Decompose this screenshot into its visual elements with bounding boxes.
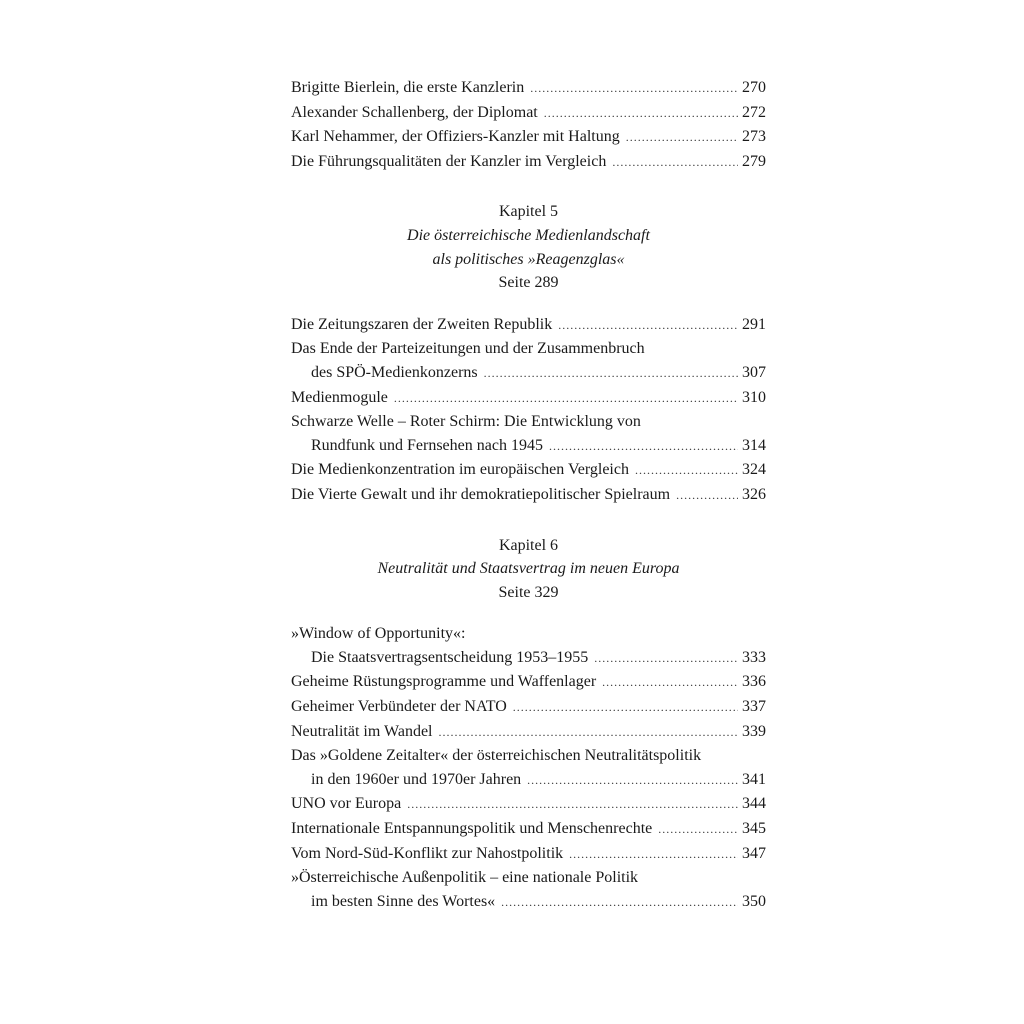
toc-entry	[291, 792, 766, 817]
toc-entry-title: Schwarze Welle – Roter Schirm: Die Entwicklung von	[291, 413, 641, 431]
toc-entry	[291, 720, 766, 745]
toc-entry-line	[291, 866, 766, 890]
toc-entry-title: Die Vierte Gewalt und ihr demokratiepolitischer Spielraum	[291, 485, 671, 503]
toc-entry-title: Die Führungsqualitäten der Kanzler im Vergleich	[291, 152, 607, 170]
toc-chapter-5-entries	[291, 313, 766, 508]
dot-leader	[626, 126, 738, 150]
toc-entry-line	[291, 646, 766, 671]
toc-entry-line	[291, 622, 766, 646]
toc-entry	[291, 670, 766, 695]
toc-page-number: 350	[742, 892, 766, 910]
toc-entry-title: Das Ende der Parteizeitungen und der Zusammenbruch	[291, 340, 645, 358]
toc-page-number: 279	[742, 152, 766, 170]
toc-entry	[291, 125, 766, 150]
toc-page-number: 333	[742, 648, 766, 666]
toc-entry-line	[291, 76, 766, 101]
toc-page-number: 310	[742, 388, 766, 406]
chapter-5-label: Kapitel 5	[498, 203, 559, 221]
toc-page-number: 344	[742, 795, 766, 813]
toc-entry-title: im besten Sinne des Wortes«	[311, 892, 496, 910]
toc-entry-title: Die Zeitungszaren der Zweiten Republik	[291, 315, 553, 333]
chapter-6-label: Kapitel 6	[498, 536, 559, 554]
toc-chapter-6-entries	[291, 622, 766, 914]
dot-leader	[549, 435, 738, 459]
toc-entry-line	[291, 361, 766, 386]
toc-entry-title: Brigitte Bierlein, die erste Kanzlerin	[291, 79, 525, 96]
toc-entry-title: UNO vor Europa	[291, 795, 402, 813]
toc-entry	[291, 337, 766, 385]
toc-entry-title: Alexander Schallenberg, der Diplomat	[291, 103, 538, 121]
toc-page-number: 324	[742, 461, 766, 479]
toc-entry-line	[291, 842, 766, 867]
table-of-contents	[291, 76, 766, 914]
dot-leader	[612, 151, 738, 175]
toc-section-a	[291, 76, 766, 174]
toc-entry-line	[291, 150, 766, 175]
toc-entry	[291, 817, 766, 842]
toc-entry-title: »Window of Opportunity«:	[291, 625, 466, 643]
toc-entry	[291, 410, 766, 458]
dot-leader	[544, 102, 738, 126]
dot-leader	[394, 387, 738, 411]
toc-entry	[291, 622, 766, 670]
toc-entry	[291, 76, 766, 101]
dot-leader	[635, 459, 738, 483]
dot-leader	[530, 77, 738, 101]
toc-entry-line	[291, 817, 766, 842]
toc-entry	[291, 313, 766, 338]
toc-entry	[291, 483, 766, 508]
dot-leader	[438, 721, 738, 745]
chapter-6-heading	[291, 534, 766, 605]
toc-entry-title: Internationale Entspannungspolitik und Menschenrechte	[291, 820, 653, 838]
toc-page-number: 339	[742, 722, 766, 740]
toc-page-number: 273	[742, 128, 766, 146]
dot-leader	[558, 314, 738, 338]
chapter-5-title-line-1: Die österreichische Medienlandschaft	[407, 226, 650, 244]
toc-entry-title: des SPÖ-Medienkonzerns	[311, 363, 478, 381]
toc-entry-title: Geheime Rüstungsprogramme und Waffenlager	[291, 673, 597, 691]
toc-page-number: 270	[742, 79, 766, 96]
dot-leader	[407, 793, 738, 817]
toc-entry-title: Vom Nord-Süd-Konflikt zur Nahostpolitik	[291, 844, 564, 862]
toc-entry-line	[291, 337, 766, 361]
toc-entry-title: Neutralität im Wandel	[291, 722, 433, 740]
toc-entry-title: Medienmogule	[291, 388, 388, 406]
toc-entry-line	[291, 670, 766, 695]
toc-entry-line	[291, 792, 766, 817]
chapter-6-title-line-1: Neutralität und Staatsvertrag im neuen Europa	[377, 560, 680, 578]
toc-entry-line	[291, 695, 766, 720]
toc-entry-line	[291, 125, 766, 150]
chapter-5-title-line-2: als politisches »Reagenzglas«	[432, 250, 625, 268]
toc-entry-title: Die Staatsvertragsentscheidung 1953–1955	[311, 648, 589, 666]
dot-leader	[513, 696, 738, 720]
dot-leader	[501, 891, 738, 915]
toc-entry	[291, 744, 766, 792]
toc-entry-line	[291, 434, 766, 459]
toc-entry-title: Das »Goldene Zeitalter« der österreichischen Neutralitätspolitik	[291, 747, 702, 765]
toc-page-number: 337	[742, 698, 766, 716]
toc-entry	[291, 101, 766, 126]
toc-page-number: 272	[742, 103, 766, 121]
toc-entry-line	[291, 483, 766, 508]
toc-entry-line	[291, 768, 766, 793]
toc-entry-line	[291, 386, 766, 411]
toc-page-number: 326	[742, 485, 766, 503]
toc-entry	[291, 842, 766, 867]
toc-entry	[291, 695, 766, 720]
toc-page-number: 336	[742, 673, 766, 691]
toc-entry-line	[291, 410, 766, 434]
toc-entry-line	[291, 101, 766, 126]
toc-entry	[291, 458, 766, 483]
dot-leader	[658, 818, 738, 842]
toc-page-number: 341	[742, 770, 766, 788]
toc-entry-title: Geheimer Verbündeter der NATO	[291, 698, 507, 716]
dot-leader	[527, 769, 738, 793]
toc-entry	[291, 866, 766, 914]
dot-leader	[569, 843, 738, 867]
toc-page-number: 291	[742, 315, 766, 333]
toc-page-number: 314	[742, 436, 766, 454]
chapter-5-heading	[291, 200, 766, 294]
dot-leader	[594, 647, 738, 671]
toc-page-number: 307	[742, 363, 766, 381]
toc-entry	[291, 150, 766, 175]
toc-entry	[291, 386, 766, 411]
toc-entry-title: Rundfunk und Fernsehen nach 1945	[311, 436, 543, 454]
toc-entry-line	[291, 313, 766, 338]
dot-leader	[676, 484, 738, 508]
toc-entry-line	[291, 720, 766, 745]
dot-leader	[484, 362, 738, 386]
toc-entry-title: Die Medienkonzentration im europäischen Vergleich	[291, 461, 629, 479]
toc-page-number: 345	[742, 820, 766, 838]
toc-entry-line	[291, 458, 766, 483]
toc-page-number: 347	[742, 844, 766, 862]
toc-entry-line	[291, 890, 766, 915]
dot-leader	[602, 671, 738, 695]
toc-entry-title: »Österreichische Außenpolitik – eine nationale Politik	[291, 869, 639, 887]
chapter-6-page: Seite 329	[498, 583, 559, 601]
chapter-5-page: Seite 289	[498, 274, 559, 292]
toc-entry-title: Karl Nehammer, der Offiziers-Kanzler mit Haltung	[291, 128, 620, 146]
toc-entry-title: in den 1960er und 1970er Jahren	[311, 770, 522, 788]
toc-entry-line	[291, 744, 766, 768]
